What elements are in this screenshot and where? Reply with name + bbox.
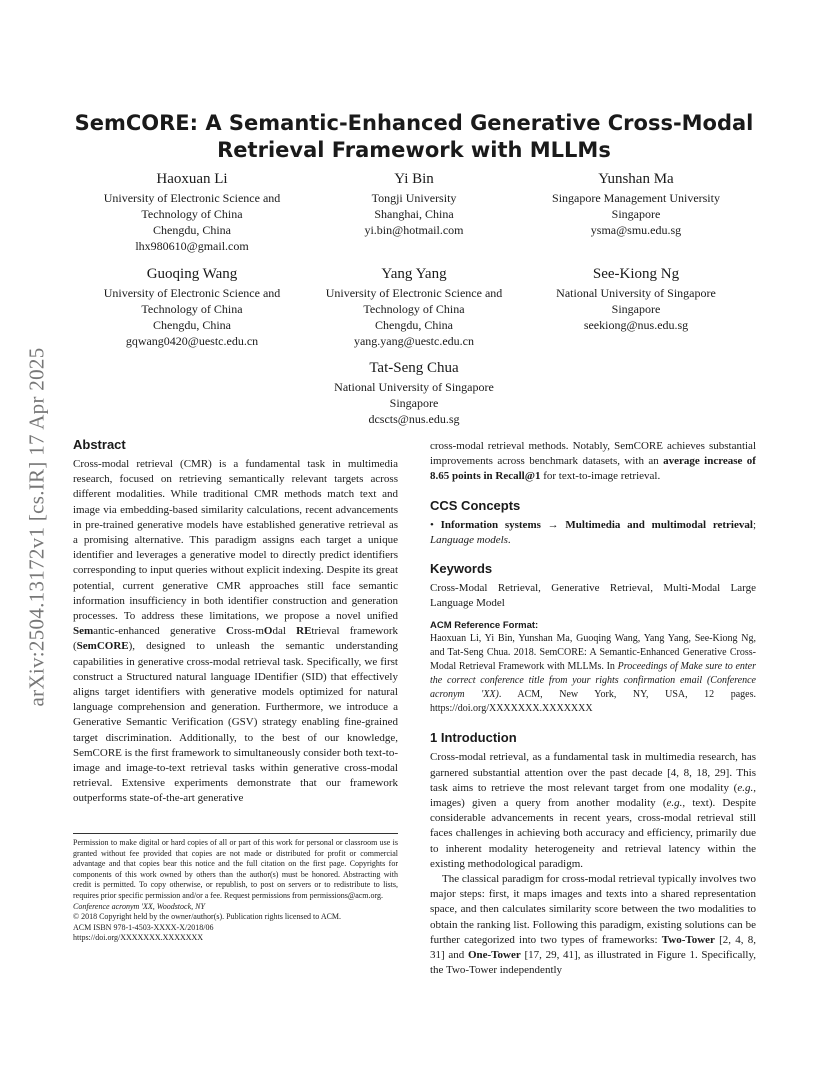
author-block <box>314 170 514 238</box>
author-affiliation: Tongji University <box>371 191 457 205</box>
author-location: Chengdu, China <box>153 223 231 237</box>
author-affiliation: University of Electronic Science and <box>103 286 281 300</box>
isbn-line: ACM ISBN 978-1-4503-XXXX-X/2018/06 <box>73 922 214 932</box>
author-location: Shanghai, China <box>374 207 454 221</box>
author-affiliation: University of Electronic Science and <box>103 191 281 205</box>
conference-line: Conference acronym 'XX, Woodstock, NY <box>73 901 205 911</box>
author-block <box>536 265 736 333</box>
author-name: Haoxuan Li <box>156 171 228 187</box>
author-block <box>314 265 514 349</box>
author-affiliation: University of Electronic Science and <box>325 286 503 300</box>
author-block <box>536 170 736 238</box>
permission-footnote <box>73 838 398 944</box>
author-location: Singapore <box>389 396 439 410</box>
intro-paragraph-1: Cross-modal retrieval, as a fundamental task in multimedia research, has garnered substantial attention over the past decade [4, 8, 18, 29]. This task aims to retrieve the most relevant target from one modality (e.g., images) given a query from another modality (e.g., text). Despite considerable advancements in recent years, cross-modal retrieval still faces challenges in achieving both accuracy and efficiency, primarily due to inherent modality heterogeneity and retrieval latency within the existing methodological paradigm. <box>430 751 757 870</box>
author-name: Yi Bin <box>394 171 434 187</box>
author-location: Chengdu, China <box>153 318 231 332</box>
author-block <box>92 170 292 254</box>
author-email: seekiong@nus.edu.sg <box>583 318 689 332</box>
author-block <box>314 359 514 427</box>
abstract-continued: cross-modal retrieval methods. Notably, SemCORE achieves substantial improvements across benchmark datasets, with an average increase of 8.65 points in Recall@1 for text-to-image retrieval. <box>430 440 756 483</box>
author-email: yang.yang@uestc.edu.cn <box>353 334 474 348</box>
author-affiliation: Technology of China <box>363 302 465 316</box>
introduction-heading: 1 Introduction <box>430 730 517 746</box>
author-email: yi.bin@hotmail.com <box>364 223 464 237</box>
keywords-text: Cross-Modal Retrieval, Generative Retrieval, Multi-Modal Large Language Model <box>430 582 756 610</box>
author-block <box>92 265 292 349</box>
author-location: Chengdu, China <box>375 318 453 332</box>
copyright-line: © 2018 Copyright held by the owner/author(s). Publication rights licensed to ACM. <box>73 912 342 922</box>
acm-reference-text: Haoxuan Li, Yi Bin, Yunshan Ma, Guoqing Wang, Yang Yang, See-Kiong Ng, and Tat-Seng Chua. 2018. SemCORE: A Semantic-Enhanced Generative Cross-Modal Retrieval Framework with MLLMs. In Proceedings of Make sure to enter the correct conference title from your rights confirmation email (Conference acronym 'XX). ACM, New York, NY, USA, 12 pages. https://doi.org/XXXXXXX.XXXXXXX <box>430 633 757 715</box>
author-affiliation: National University of Singapore <box>556 286 716 300</box>
right-column <box>430 439 756 978</box>
ccs-heading: CCS Concepts <box>430 497 521 513</box>
intro-paragraph-2: The classical paradigm for cross-modal retrieval typically involves two major steps: first, it maps images and texts into a shared representation space, and then calculates similarity score between the two modalities to obtain the ranking list. Following this paradigm, existing solutions can be further categorized into two types of frameworks: Two-Tower [2, 4, 8, 31] and One-Tower [17, 29, 41], as illustrated in Figure 1. Specifically, the Two-Tower independently <box>430 873 757 977</box>
acm-reference-heading: ACM Reference Format: <box>430 620 539 632</box>
doi-line: https://doi.org/XXXXXXX.XXXXXXX <box>73 933 204 943</box>
author-email: gqwang0420@uestc.edu.cn <box>125 334 259 348</box>
author-email: dcscts@nus.edu.sg <box>368 412 460 426</box>
author-name: See-Kiong Ng <box>592 266 680 282</box>
arxiv-sidebar-identifier <box>22 292 52 762</box>
left-column <box>73 437 398 807</box>
abstract-text: Cross-modal retrieval (CMR) is a fundamental task in multimedia research, focused on retrieving semantically relevant targets across different modalities. While traditional CMR methods match text and image via embedding-based similarity calculations, recent advancements in pre-trained generative models have established generative retrieval as a promising alternative. This paradigm assigns each target a unique identifier and leverages a generative model to directly predict identifiers corresponding to input queries without explicit indexing. Despite its great potential, current generative CMR approaches still face semantic information insufficiency in both identifier construction and generation processes. To address these limitations, we propose a novel unified Semantic-enhanced generative Cross-mOdal REtrieval framework (SemCORE), designed to unleash the semantic understanding capabilities in generative cross-modal retrieval task. Specifically, we first construct a Structured natural language IDentifier (SID) that effectively aligns target identifiers with generative models optimized for natural language comprehension and generation. Furthermore, we introduce a Generative Semantic Verification (GSV) strategy enabling fine-grained target discrimination. Additionally, to the best of our knowledge, SemCORE is the first framework to simultaneously consider both text-to-image and image-to-text retrieval tasks within generative cross-modal retrieval. Extensive experiments demonstrate that our framework outperforms state-of-the-art generative <box>73 458 398 805</box>
author-name: Tat-Seng Chua <box>369 360 459 376</box>
author-name: Yang Yang <box>381 266 447 282</box>
author-name: Guoqing Wang <box>146 266 238 282</box>
author-affiliation: Technology of China <box>141 207 243 221</box>
author-affiliation: National University of Singapore <box>334 380 494 394</box>
arxiv-id-text: arXiv:2504.13172v1 [cs.IR] 17 Apr 2025 <box>24 347 49 707</box>
author-affiliation: Technology of China <box>141 302 243 316</box>
author-affiliation: Singapore Management University <box>552 191 720 205</box>
author-email: ysma@smu.edu.sg <box>590 223 682 237</box>
keywords-heading: Keywords <box>430 561 493 577</box>
author-email: lhx980610@gmail.com <box>135 239 249 253</box>
author-location: Singapore <box>611 207 661 221</box>
abstract-heading: Abstract <box>73 437 126 452</box>
paper-title: SemCORE: A Semantic-Enhanced Generative Cross-Modal Retrieval Framework with MLLMs <box>74 111 754 162</box>
author-name: Yunshan Ma <box>598 171 674 187</box>
ccs-text: • Information systems → Multimedia and multimodal retrieval; Language models. <box>430 518 756 546</box>
permission-notice: Permission to make digital or hard copies of all or part of this work for personal or classroom use is granted without fee provided that copies are not made or distributed for profit or commercial advantage and that copies bear this notice and the full citation on the first page. Copyrights for components of this work owned by others than the author(s) must be honored. Abstracting with credit is permitted. To copy otherwise, or republish, to post on servers or to redistribute to lists, requires prior specific permission and/or a fee. Request permissions from permissions@acm.org. <box>73 838 398 900</box>
footnote-divider <box>73 833 398 834</box>
author-location: Singapore <box>611 302 661 316</box>
